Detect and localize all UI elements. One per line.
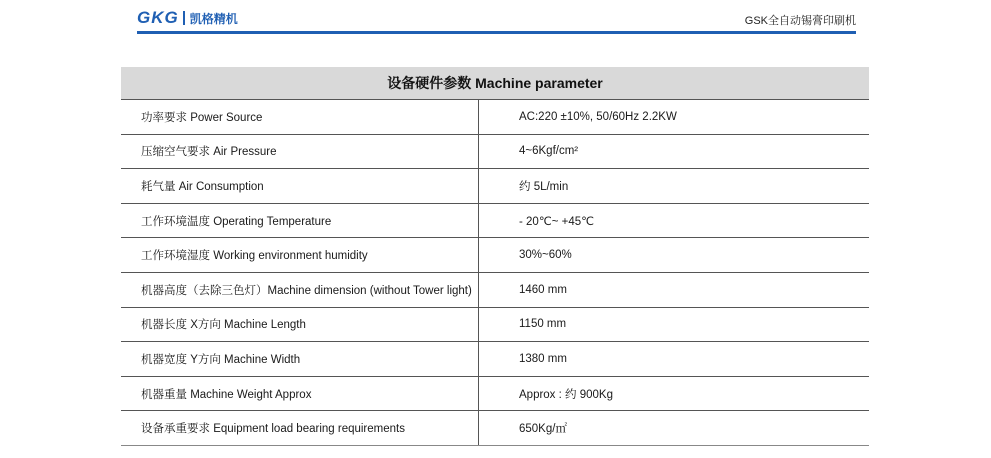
parameter-label: 压缩空气要求 Air Pressure [121, 135, 479, 169]
page-header [137, 6, 856, 32]
table-row [121, 169, 869, 204]
table-row [121, 204, 869, 239]
logo-separator [183, 11, 185, 25]
table-row [121, 342, 869, 377]
table-row [121, 308, 869, 343]
parameter-value: 1380 mm [519, 352, 567, 365]
document-title: GSK全自动锡膏印刷机 [744, 15, 856, 27]
parameter-label: 机器高度（去除三色灯）Machine dimension (without Tower light) [121, 273, 479, 307]
parameter-value: 1460 mm [519, 283, 567, 296]
parameter-label: 设备承重要求 Equipment load bearing requirements [121, 411, 479, 445]
parameter-label: 耗气量 Air Consumption [121, 169, 479, 203]
table-body [121, 100, 869, 446]
table-row [121, 100, 869, 135]
table-row [121, 135, 869, 170]
parameter-label: 工作环境温度 Operating Temperature [121, 204, 479, 238]
parameter-label: 机器重量 Machine Weight Approx [121, 377, 479, 411]
table-row [121, 238, 869, 273]
table-row [121, 411, 869, 446]
parameter-value: Approx : 约 900Kg [519, 388, 613, 401]
logo-mark: GKG [137, 8, 179, 27]
table-row [121, 273, 869, 308]
parameter-value: 约 5L/min [519, 180, 569, 193]
header-divider [137, 31, 856, 34]
parameter-label: 机器宽度 Y方向 Machine Width [121, 342, 479, 376]
parameter-label: 工作环境湿度 Working environment humidity [121, 238, 479, 272]
logo-company-name: 凯格精机 [189, 11, 238, 26]
parameter-value: AC:220 ±10%, 50/60Hz 2.2KW [519, 110, 677, 123]
parameter-label: 功率要求 Power Source [121, 100, 479, 134]
machine-parameter-table [121, 67, 869, 446]
parameter-value: 4~6Kgf/cm² [519, 145, 579, 158]
company-logo [137, 8, 238, 28]
parameter-value: 650Kg/㎡ [519, 423, 567, 436]
table-row [121, 377, 869, 412]
parameter-value: 1150 mm [519, 318, 567, 331]
table-title: 设备硬件参数 Machine parameter [121, 67, 869, 100]
parameter-value: 30%~60% [519, 249, 572, 262]
parameter-label: 机器长度 X方向 Machine Length [121, 308, 479, 342]
parameter-value: - 20℃~ +45℃ [519, 215, 595, 228]
